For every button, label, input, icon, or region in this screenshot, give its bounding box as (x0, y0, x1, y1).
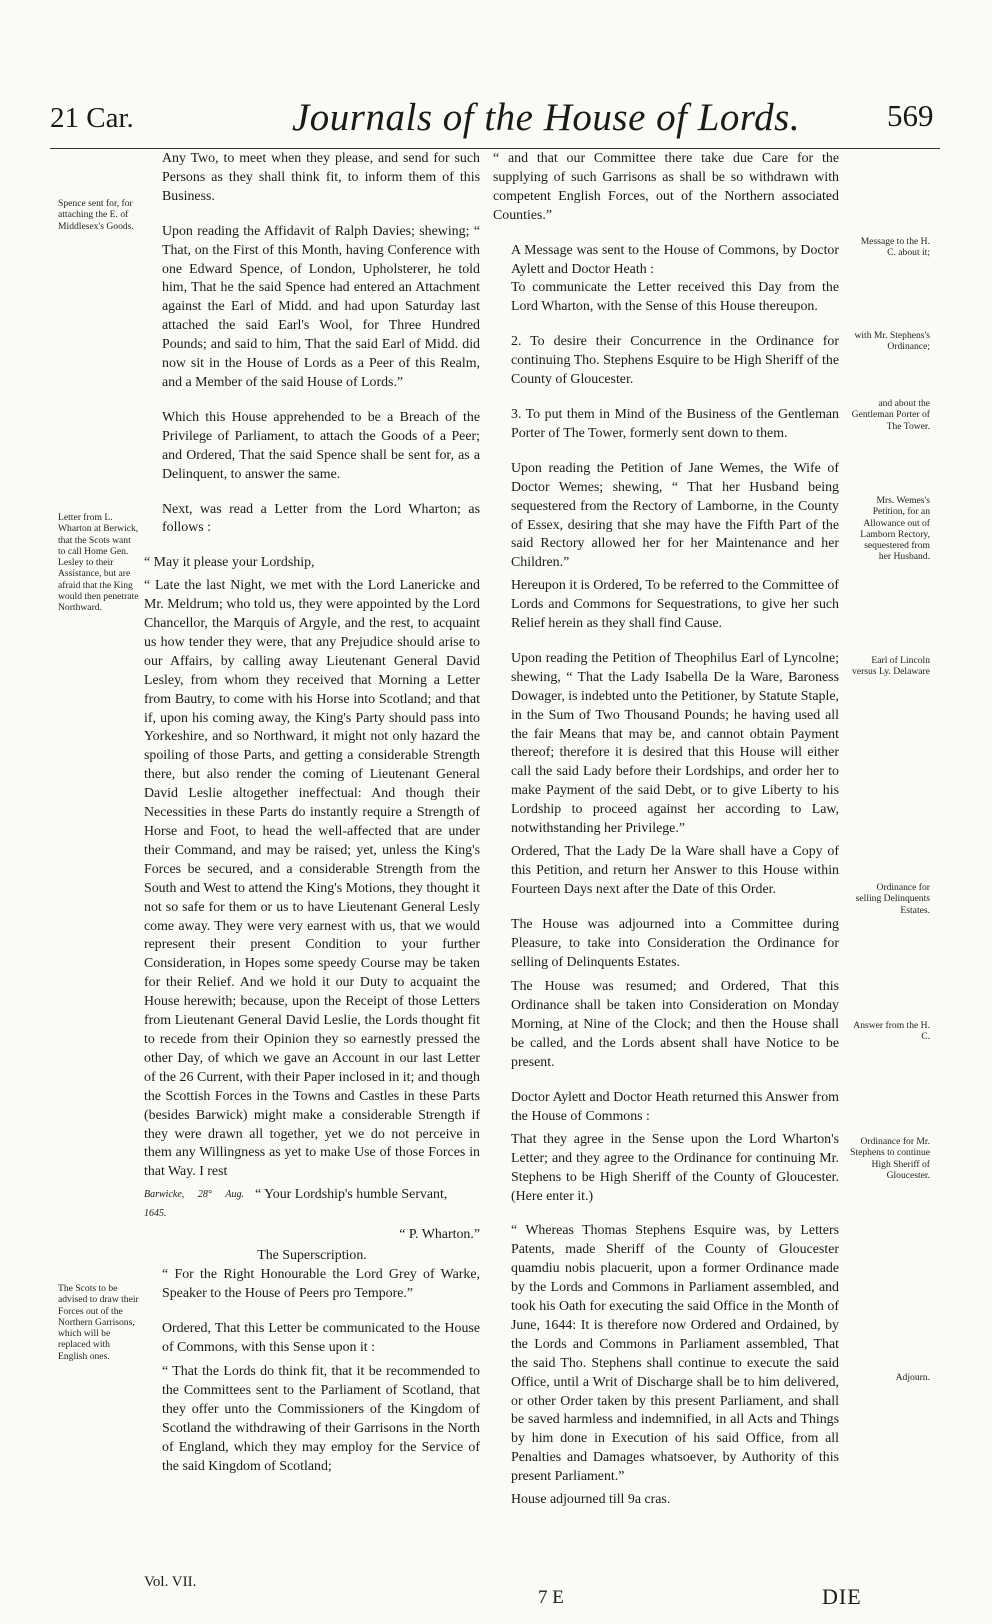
catchword: DIE (822, 1584, 862, 1609)
margin-note-message: Message to the H. C. about it; (860, 236, 930, 259)
wharton-letter-body: “ Late the last Night, we met with the Lord Lanericke and Mr. Meldrum; who told us, they were appointed by the Lord Chancellor, the Marquis of Argyle, and the rest, to acquaint us how tender they were, that any Prejudice should arise to our Affairs, by calling away Lieutenant General David Lesley, from whom they received that Morning a Letter from Bautry, to come with his Horse into Scotland; and that if, upon his coming away, the King's Party should pass into Yorkeshire, and so Northward, it might not only hazard the spoiling of those Parts, and getting a considerable Strength there, but also render the coming of Lieutenant General David Leslie altogether ineffectual: And though their Necessities in these Parts do instantly require a Strength of Horse and Foot, to head the well-affected that are under their Command, and may be raised; yet, unless the King's Forces be secured, and a considerable Strength from the South and West to attend the King's Motions, they thought it not so safe for them or us to have Lieutenant General Lesly come away. They were very earnest with us, that we would represent their present Condition to your further Consideration, in Hopes some speedy Course may be taken for their Relief. And we hold it our Duty to acquaint the House herewith; because, upon the Receipt of those Letters from Lieutenant General David Leslie, the Lords thought fit to recede from their Opinion they so earnestly pressed the other Day, of which we gave an Account in our last Letter of the 26 Current, with their Paper inclosed in it; and though the Scottish Forces in the Towns and Castles in these Parts (besides Barwick) might make a considerable Strength if they were drawn all together, yet we do not perceive in them any Willingness as yet to make Use of those Forces in that Way. I rest (144, 578, 480, 1180)
house-adjourned: House adjourned till 9a cras. (511, 1492, 671, 1508)
message-item-2: 2. To desire their Concurrence in the Ordinance for continuing Tho. Stephens Esquire to be High Sheriff of the County of Gloucester. (511, 334, 839, 388)
right-column (493, 150, 839, 1526)
margin-note-lincoln: Earl of Lincoln versus Ly. Delaware (852, 655, 930, 678)
stephens-ordinance: “ Whereas Thomas Stephens Esquire was, by Letters Patents, made Sheriff of the County of Gloucester quamdiu nobis placuerit, upon a former Ordinance made by the Lords and Commons in Parliament assembled, and took his Oath for executing the said Office in the Month of June, 1644: It is therefore now Ordered and Ordained, by the Lords and Commons in Parliament assembled, That the said Tho. Stephens shall continue to execute the said Office, until a Writ of Discharge shall be to him delivered, or other Order taken by this present Parliament, and shall be saved harmless and indemnified, in all Acts and Things by him done in Execution of his said Office, from all Penalties and Damages whatsoever, by Authority of this present Parliament.” (511, 1223, 839, 1485)
commons-answer: Doctor Aylett and Doctor Heath returned this Answer from the House of Commons : (511, 1089, 839, 1124)
letter-salutation: “ May it please your Lordship, (144, 555, 315, 571)
message-item-1: To communicate the Letter received this Day from the Lord Wharton, with the Sense of this House thereupon. (511, 280, 839, 315)
margin-note-selling: Ordinance for selling Delinquents Estates. (855, 882, 930, 916)
message-item-3: 3. To put them in Mind of the Business of the Gentleman Porter of The Tower, formerly sent down to them. (511, 406, 839, 441)
wemes-order: Hereupon it is Ordered, To be referred to the Committee of Lords and Commons for Sequestrations, to give her such Relief herein as they shall find Cause. (511, 578, 839, 632)
commons-agreement: That they agree in the Sense upon the Lord Wharton's Letter; and they agree to the Ordinance for continuing Mr. Stephens to be High Sheriff of the County of Gloucester. (Here enter it.) (511, 1131, 839, 1204)
margin-note-spence: Spence sent for, for attaching the E. of Middlesex's Goods. (58, 198, 134, 232)
page-number: 569 (887, 98, 934, 133)
margin-note-scots: The Scots to be advised to draw their Forces out of the Northern Garrisons, which will be replaced with English ones. (58, 1283, 139, 1362)
ordered-communicate: Ordered, That this Letter be communicated to the House of Commons, with this Sense upon it : (162, 1320, 480, 1355)
left-column (144, 150, 480, 1493)
house-resumed: The House was resumed; and Ordered, That this Ordinance shall be taken into Consideration on Monday Morning, at Nine of the Clock; and then the House shall be called, and the Lords absent shall have Notice to be present. (511, 979, 839, 1071)
margin-note-wemes: Mrs. Wemes's Petition, for an Allowance out of Lamborn Rectory, sequestered from her Husband. (860, 495, 930, 563)
message-to-commons: A Message was sent to the House of Commons, by Doctor Aylett and Doctor Heath : (511, 242, 839, 277)
wemes-petition: Upon reading the Petition of Jane Wemes, the Wife of Doctor Wemes; shewing, “ That her Husband being sequestered from the Rectory of Lamborne, in the County of Essex, desiring that she may have the Fifth Part of the said Rectory allowed her for her Maintenance and her Children.” (511, 460, 839, 571)
header-rule (50, 148, 940, 149)
lyncolne-order: Ordered, That the Lady De la Ware shall have a Copy of this Petition, and return her Answer to this House within Fourteen Days next after the Date of this Order. (511, 844, 839, 897)
letter-intro: Next, was read a Letter from the Lord Wharton; as follows : (162, 501, 480, 536)
lords-sense: “ That the Lords do think fit, that it be recommended to the Committees sent to the Parliament of Scotland, that they offer unto the Commissioners of the Kingdom of Scotland the withdrawing of their Garrisons in the North of England, which they may employ for the Service of the said Kingdom of Scotland; (162, 1364, 480, 1474)
margin-note-sheriff: Ordinance for Mr. Stephens to continue High Sheriff of Gloucester. (850, 1136, 930, 1181)
margin-note-wharton-letter: Letter from L. Wharton at Berwick, that the Scots want to call Home Gen. Lesley to their Assistance, but are afraid that the King would then penetrate Northward. (58, 512, 139, 614)
letter-date: Barwicke, 28° Aug. 1645. (144, 1189, 244, 1220)
margin-note-answer: Answer from the H. C. (853, 1020, 930, 1043)
affidavit-paragraph: Upon reading the Affidavit of Ralph Davies; shewing; “ That, on the First of this Month, having Conference with one Edward Spence, of London, Upholsterer, he told him, That he the said Spence had entered an Attachment against the Earl of Midd. and had upon Saturday last attached the said Earl's Wool, for Three Hundred Pounds; and said to him, That the said Earl of Midd. did now sit in the House of Lords as a Peer of this Realm, and a Member of the said House of Lords.” (162, 223, 480, 390)
superscription-text: “ For the Right Honourable the Lord Grey of Warke, Speaker to the House of Peers pro Tempore.” (162, 1266, 480, 1301)
letter-closing: “ Your Lordship's humble Servant, (255, 1187, 448, 1203)
margin-note-adjourn: Adjourn. (895, 1372, 930, 1383)
signature-mark: 7 E (538, 1587, 564, 1608)
superscription-heading: The Superscription. (257, 1247, 367, 1263)
committee-adjournment: The House was adjourned into a Committee during Pleasure, to take into Consideration the Ordinance for selling of Delinquents Estates. (511, 916, 839, 970)
sense-continuation: “ and that our Committee there take due Care for the supplying of such Garrisons as shall be so withdrawn with competent English Forces, out of the Northern associated Counties.” (493, 151, 839, 223)
volume-number: Vol. VII. (144, 1574, 197, 1590)
letter-signatory: “ P. Wharton.” (399, 1227, 480, 1243)
letter-signature-line (144, 1186, 480, 1224)
margin-note-stephens: with Mr. Stephens's Ordinance; (854, 330, 930, 353)
intro-paragraph: Any Two, to meet when they please, and send for such Persons as they shall think fit, to inform them of this Business. (162, 151, 480, 204)
lyncolne-petition: Upon reading the Petition of Theophilus Earl of Lyncolne; shewing, “ That the Lady Isabella De la Ware, Baroness Dowager, is indebted unto the Petitioner, by Statute Staple, in the Sum of Two Thousand Pounds; he having used all the fair Means that may be, and cannot obtain Payment thereof; therefore it is desired that this House will either call the said Lady before their Lordships, and order her to make Payment of the said Debt, or to give Liberty to his Lordship to proceed against her according to Law, notwithstanding her Privilege.” (511, 650, 839, 837)
margin-note-porter: and about the Gentleman Porter of The Tower. (851, 398, 930, 432)
regnal-year: 21 Car. (50, 102, 134, 134)
breach-paragraph: Which this House apprehended to be a Breach of the Privilege of Parliament, to attach the Goods of a Peer; and Ordered, That the said Spence shall be sent for, as a Delinquent, to answer the same. (162, 409, 480, 482)
running-title: Journals of the House of Lords. (292, 96, 801, 139)
page-header (0, 0, 992, 150)
